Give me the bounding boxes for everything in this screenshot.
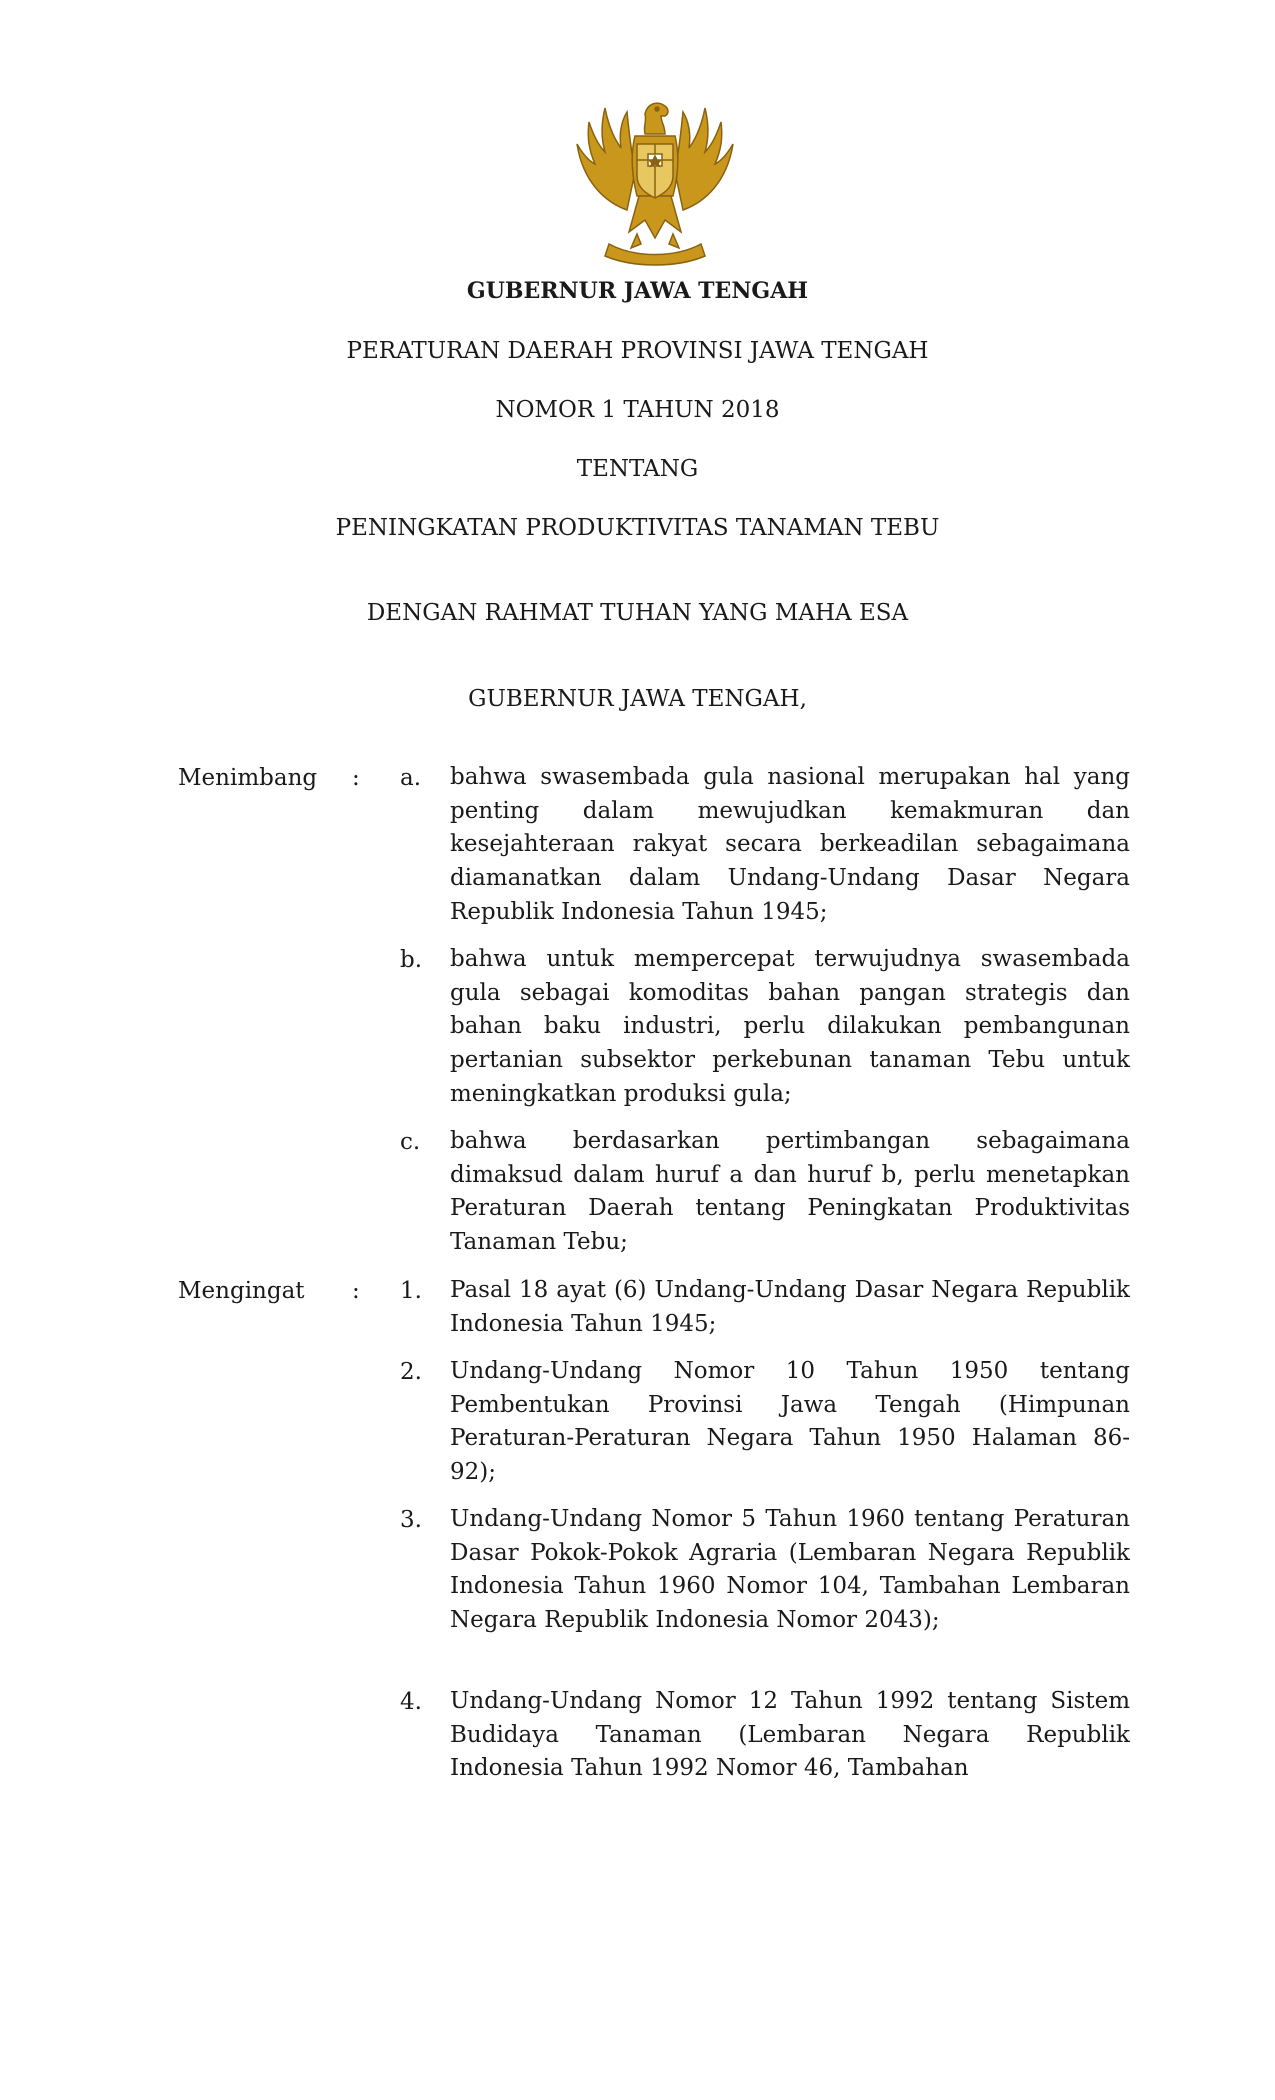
mengingat-item-text: Undang-Undang Nomor 5 Tahun 1960 tentang Peraturan Dasar Pokok-Pokok Agraria (Lembaran Negara Republik Indonesia Tahun 1960 Nomor 104, Tambahan Lembaran Negara Republik Indonesia Nomor 2043); <box>450 1506 1130 1634</box>
mengingat-item-text: Undang-Undang Nomor 12 Tahun 1992 tentang Sistem Budidaya Tanaman (Lembaran Negara Republik Indonesia Tahun 1992 Nomor 46, Tambahan <box>450 1688 1130 1782</box>
mengingat-item-marker: 1. <box>400 1278 422 1304</box>
menimbang-item-marker: c. <box>400 1129 421 1155</box>
invocation: DENGAN RAHMAT TUHAN YANG MAHA ESA <box>366 600 909 626</box>
mengingat-item-text: Undang-Undang Nomor 10 Tahun 1950 tentang Pembentukan Provinsi Jawa Tengah (Himpunan Peraturan-Peraturan Negara Tahun 1950 Halaman 86-92); <box>450 1358 1130 1486</box>
menimbang-item-text: bahwa untuk mempercepat terwujudnya swasembada gula sebagai komoditas bahan pangan strategis dan bahan baku industri, perlu dilakukan pembangunan pertanian subsektor perkebunan tanaman Tebu untuk meningkatkan produksi gula; <box>450 946 1130 1107</box>
mengingat-item-marker: 2. <box>400 1359 422 1385</box>
menimbang-colon: : <box>352 765 360 791</box>
menimbang-item-marker: a. <box>400 765 422 791</box>
issuer: GUBERNUR JAWA TENGAH, <box>468 686 807 712</box>
menimbang-item-text: bahwa swasembada gula nasional merupakan hal yang penting dalam mewujudkan kemakmuran dan kesejahteraan rakyat secara berkeadilan sebagaimana diamanatkan dalam Undang-Undang Dasar Negara Republik Indonesia Tahun 1945; <box>450 764 1130 925</box>
mengingat-item-text: Pasal 18 ayat (6) Undang-Undang Dasar Negara Republik Indonesia Tahun 1945; <box>450 1277 1130 1337</box>
garuda-emblem-icon <box>565 92 745 270</box>
menimbang-item-text: bahwa berdasarkan pertimbangan sebagaimana dimaksud dalam huruf a dan huruf b, perlu menetapkan Peraturan Daerah tentang Peningkatan Produktivitas Tanaman Tebu; <box>450 1128 1130 1256</box>
document-authority: GUBERNUR JAWA TENGAH <box>466 278 809 304</box>
regulation-number: NOMOR 1 TAHUN 2018 <box>495 397 780 423</box>
regulation-about: TENTANG <box>576 456 699 482</box>
mengingat-colon: : <box>352 1278 360 1304</box>
menimbang-label: Menimbang <box>178 765 318 791</box>
mengingat-label: Mengingat <box>178 1278 305 1304</box>
mengingat-item-marker: 4. <box>400 1689 422 1715</box>
mengingat-item-marker: 3. <box>400 1507 422 1533</box>
regulation-type: PERATURAN DAERAH PROVINSI JAWA TENGAH <box>346 338 929 364</box>
regulation-title: PENINGKATAN PRODUKTIVITAS TANAMAN TEBU <box>335 515 940 541</box>
menimbang-item-marker: b. <box>400 947 423 973</box>
